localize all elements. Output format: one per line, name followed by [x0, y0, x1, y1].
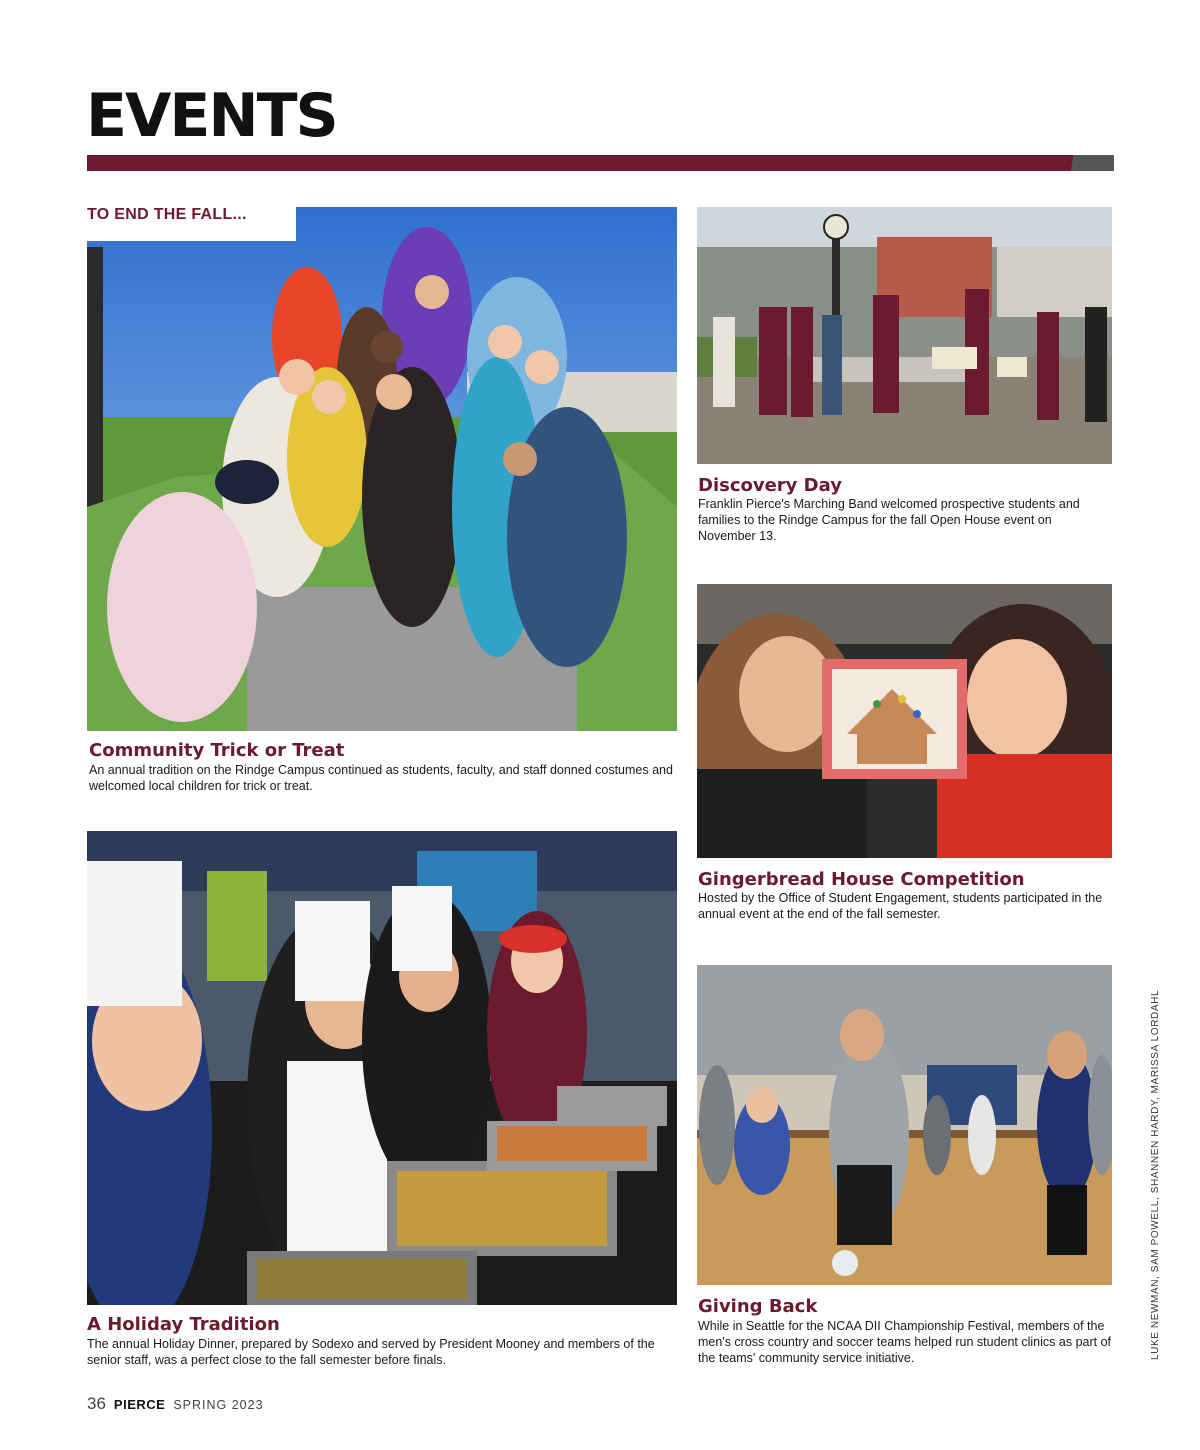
trick-or-treat-photo [87, 207, 677, 731]
magazine-name: PIERCE [113, 1397, 166, 1412]
story-body: The annual Holiday Dinner, prepared by Sodexo and served by President Mooney and members of the senior staff, was a perfect close to the fall semester before finals. [87, 1337, 655, 1367]
discovery-day-photo [697, 207, 1112, 464]
section-kicker: TO END THE FALL... [86, 203, 296, 241]
page-title: EVENTS [86, 81, 337, 151]
holiday-dinner-photo [87, 831, 677, 1305]
title-rule [87, 155, 1114, 171]
story-body: Franklin Pierce's Marching Band welcomed prospective students and families to the Rindge Campus for the fall Open House event on November 13. [698, 497, 1080, 543]
story-body: While in Seattle for the NCAA DII Championship Festival, members of the men's cross country and soccer teams helped run student clinics as part of the teams' community service initiative. [698, 1319, 1112, 1365]
gingerbread-photo [697, 584, 1112, 858]
page-number: 36 [87, 1394, 106, 1413]
story-title: Community Trick or Treat [89, 740, 345, 761]
story-title: Gingerbread House Competition [698, 869, 1025, 890]
story-body: Hosted by the Office of Student Engagement, students participated in the annual event at the end of the fall semester. [698, 891, 1103, 921]
story-title: Discovery Day [698, 475, 842, 496]
issue-label: SPRING 2023 [173, 1398, 264, 1412]
story-body: An annual tradition on the Rindge Campus continued as students, faculty, and staff donned costumes and welcomed local children for trick or treat. [89, 763, 673, 793]
story-title: A Holiday Tradition [87, 1314, 280, 1335]
page-footer [87, 1394, 264, 1414]
story-title: Giving Back [698, 1296, 818, 1317]
photo-credit: LUKE NEWMAN, SAM POWELL, SHANNEN HARDY, MARISSA LORDAHL [1150, 989, 1161, 1360]
giving-back-photo [697, 965, 1112, 1285]
